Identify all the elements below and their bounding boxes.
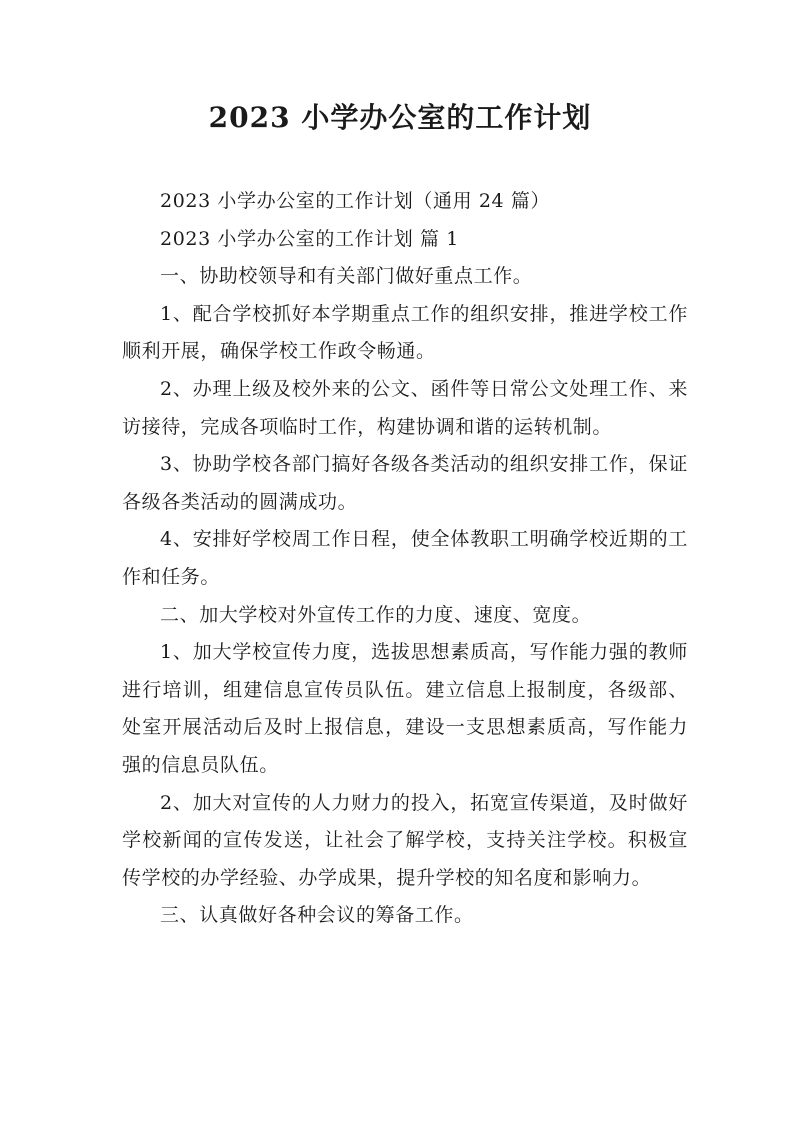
body-paragraph: 3、协助学校各部门搞好各级各类活动的组织安排工作，保证各级各类活动的圆满成功。 [122,453,688,513]
document-title: 2023 小学办公室的工作计划 [208,101,592,134]
body-paragraph: 4、安排好学校周工作日程，使全体教职工明确学校近期的工作和任务。 [122,528,688,588]
heading-three-paragraph: 三、认真做好各种会议的筹备工作。 [160,904,474,927]
body-paragraph: 1、加大学校宣传力度，选拔思想素质高，写作能力强的教师进行培训，组建信息宣传员队伍。建立信息上报制度，各级部、处室开展活动后及时上报信息，建设一支思想素质高，写作能力强的信息员队伍。 [122,641,688,776]
heading-two-paragraph: 二、加大学校对外宣传工作的力度、速度、宽度。 [160,603,592,626]
section-heading-paragraph: 2023 小学办公室的工作计划 篇 1 [160,227,459,250]
body-paragraph: 2、办理上级及校外来的公文、函件等日常公文处理工作、来访接待，完成各项临时工作，构建协调和谐的运转机制。 [122,377,688,438]
subtitle-paragraph: 2023 小学办公室的工作计划（通用 24 篇） [160,190,551,212]
body-paragraph: 1、配合学校抓好本学期重点工作的组织安排，推进学校工作顺利开展，确保学校工作政令畅通。 [122,302,688,363]
document-body [122,183,688,935]
body-paragraph: 2、加大对宣传的人力财力的投入，拓宽宣传渠道，及时做好学校新闻的宣传发送，让社会了解学校，支持关注学校。积极宣传学校的办学经验、办学成果，提升学校的知名度和影响力。 [122,791,688,889]
heading-one-paragraph: 一、协助校领导和有关部门做好重点工作。 [160,265,533,288]
